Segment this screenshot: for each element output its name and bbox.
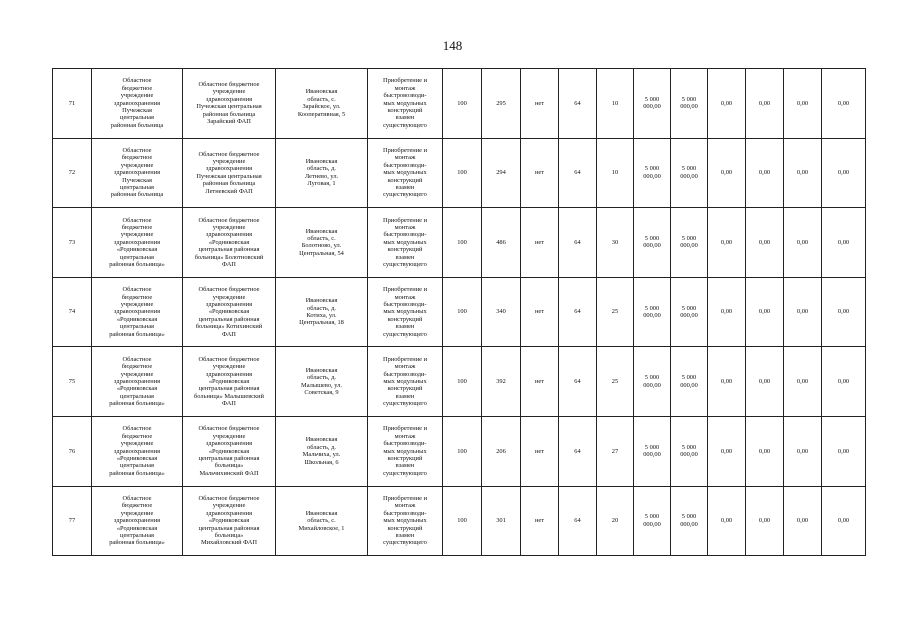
table-row: [53, 277, 866, 347]
cell-c11: 0,00: [822, 416, 866, 486]
cell-customer: Областное бюджетное учреждение здравоохранения Пучежская центральная районная больница: [92, 138, 183, 208]
cell-c10: 0,00: [784, 277, 822, 347]
cell-c3: нет: [521, 208, 559, 278]
table-row: [53, 416, 866, 486]
cell-c10: 0,00: [784, 347, 822, 417]
cell-c7: 5 000 000,00: [671, 138, 708, 208]
cell-c2: 295: [482, 69, 521, 139]
cell-work: Приобретение и монтаж быстровозводи- мых модульных конструкций взамен существующего: [368, 416, 443, 486]
cell-work: Приобретение и монтаж быстровозводи- мых модульных конструкций взамен существующего: [368, 69, 443, 139]
cell-c4: 64: [559, 69, 597, 139]
cell-c11: 0,00: [822, 347, 866, 417]
cell-object: Областное бюджетное учреждение здравоохранения «Родниковская центральная районная больница» Болотновский ФАП: [183, 208, 276, 278]
cell-num: 74: [53, 277, 92, 347]
cell-address: Ивановская область, с. Михайловское, 1: [276, 486, 368, 556]
cell-object: Областное бюджетное учреждение здравоохранения Пучежская центральная районная больница Зарайский ФАП: [183, 69, 276, 139]
cell-c1: 100: [443, 277, 482, 347]
cell-work: Приобретение и монтаж быстровозводи- мых модульных конструкций взамен существующего: [368, 347, 443, 417]
cell-c4: 64: [559, 208, 597, 278]
cell-c6: 5 000 000,00: [634, 277, 671, 347]
cell-c3: нет: [521, 416, 559, 486]
cell-c6: 5 000 000,00: [634, 69, 671, 139]
cell-c5: 25: [597, 277, 634, 347]
table-row: [53, 69, 866, 139]
cell-num: 71: [53, 69, 92, 139]
cell-c6: 5 000 000,00: [634, 138, 671, 208]
cell-c9: 0,00: [746, 347, 784, 417]
cell-c3: нет: [521, 69, 559, 139]
cell-address: Ивановская область, д. Котиха, ул. Центральная, 18: [276, 277, 368, 347]
cell-c9: 0,00: [746, 277, 784, 347]
cell-c8: 0,00: [708, 138, 746, 208]
cell-c5: 25: [597, 347, 634, 417]
cell-c1: 100: [443, 416, 482, 486]
cell-customer: Областное бюджетное учреждение здравоохранения «Родниковская центральная районная больница»: [92, 347, 183, 417]
cell-c6: 5 000 000,00: [634, 347, 671, 417]
cell-num: 72: [53, 138, 92, 208]
cell-c10: 0,00: [784, 208, 822, 278]
cell-c8: 0,00: [708, 208, 746, 278]
cell-c7: 5 000 000,00: [671, 486, 708, 556]
cell-address: Ивановская область, с. Болотново, ул. Центральная, 54: [276, 208, 368, 278]
cell-work: Приобретение и монтаж быстровозводи- мых модульных конструкций взамен существующего: [368, 208, 443, 278]
cell-customer: Областное бюджетное учреждение здравоохранения Пучежская центральная районная больница: [92, 69, 183, 139]
data-table: [52, 68, 866, 556]
cell-c5: 10: [597, 138, 634, 208]
table-row: [53, 347, 866, 417]
cell-c6: 5 000 000,00: [634, 486, 671, 556]
cell-c11: 0,00: [822, 486, 866, 556]
cell-c7: 5 000 000,00: [671, 69, 708, 139]
cell-c3: нет: [521, 277, 559, 347]
cell-c7: 5 000 000,00: [671, 277, 708, 347]
cell-address: Ивановская область, д. Мальчиха, ул. Школьная, 6: [276, 416, 368, 486]
cell-c5: 20: [597, 486, 634, 556]
cell-c4: 64: [559, 416, 597, 486]
cell-c10: 0,00: [784, 486, 822, 556]
cell-c6: 5 000 000,00: [634, 416, 671, 486]
table-row: [53, 486, 866, 556]
cell-c4: 64: [559, 347, 597, 417]
cell-c3: нет: [521, 347, 559, 417]
cell-c8: 0,00: [708, 277, 746, 347]
cell-num: 77: [53, 486, 92, 556]
cell-work: Приобретение и монтаж быстровозводи- мых модульных конструкций взамен существующего: [368, 486, 443, 556]
cell-c9: 0,00: [746, 208, 784, 278]
cell-c11: 0,00: [822, 208, 866, 278]
cell-num: 73: [53, 208, 92, 278]
cell-c8: 0,00: [708, 347, 746, 417]
cell-customer: Областное бюджетное учреждение здравоохранения «Родниковская центральная районная больница»: [92, 208, 183, 278]
cell-c2: 486: [482, 208, 521, 278]
cell-customer: Областное бюджетное учреждение здравоохранения «Родниковская центральная районная больница»: [92, 486, 183, 556]
cell-c4: 64: [559, 486, 597, 556]
cell-c11: 0,00: [822, 277, 866, 347]
cell-c7: 5 000 000,00: [671, 208, 708, 278]
table-body: [53, 69, 866, 556]
cell-c3: нет: [521, 486, 559, 556]
table-row: [53, 208, 866, 278]
cell-c9: 0,00: [746, 486, 784, 556]
cell-c2: 301: [482, 486, 521, 556]
cell-c4: 64: [559, 138, 597, 208]
cell-c8: 0,00: [708, 416, 746, 486]
cell-object: Областное бюджетное учреждение здравоохранения «Родниковская центральная районная больница» Мальчихинский ФАП: [183, 416, 276, 486]
cell-num: 76: [53, 416, 92, 486]
cell-c2: 294: [482, 138, 521, 208]
cell-customer: Областное бюджетное учреждение здравоохранения «Родниковская центральная районная больница»: [92, 416, 183, 486]
cell-address: Ивановская область, д. Малышево, ул. Советская, 9: [276, 347, 368, 417]
cell-c1: 100: [443, 486, 482, 556]
cell-c8: 0,00: [708, 69, 746, 139]
cell-c2: 206: [482, 416, 521, 486]
cell-c11: 0,00: [822, 69, 866, 139]
cell-c5: 27: [597, 416, 634, 486]
page-number: 148: [442, 38, 463, 53]
cell-num: 75: [53, 347, 92, 417]
cell-c5: 10: [597, 69, 634, 139]
cell-c3: нет: [521, 138, 559, 208]
cell-c5: 30: [597, 208, 634, 278]
cell-c10: 0,00: [784, 138, 822, 208]
cell-c1: 100: [443, 69, 482, 139]
cell-c9: 0,00: [746, 69, 784, 139]
cell-c10: 0,00: [784, 69, 822, 139]
cell-work: Приобретение и монтаж быстровозводи- мых модульных конструкций взамен существующего: [368, 277, 443, 347]
cell-object: Областное бюджетное учреждение здравоохранения «Родниковская центральная районная больница» Малышевский ФАП: [183, 347, 276, 417]
cell-c2: 340: [482, 277, 521, 347]
cell-c1: 100: [443, 138, 482, 208]
cell-c4: 64: [559, 277, 597, 347]
cell-c8: 0,00: [708, 486, 746, 556]
cell-address: Ивановская область, с. Зарайское, ул. Кооперативная, 5: [276, 69, 368, 139]
cell-customer: Областное бюджетное учреждение здравоохранения «Родниковская центральная районная больница»: [92, 277, 183, 347]
cell-c9: 0,00: [746, 416, 784, 486]
cell-object: Областное бюджетное учреждение здравоохранения Пучежская центральная районная больница Летневский ФАП: [183, 138, 276, 208]
cell-object: Областное бюджетное учреждение здравоохранения «Родниковская центральная районная больница» Котихинский ФАП: [183, 277, 276, 347]
cell-c1: 100: [443, 208, 482, 278]
cell-work: Приобретение и монтаж быстровозводи- мых модульных конструкций взамен существующего: [368, 138, 443, 208]
cell-c2: 392: [482, 347, 521, 417]
cell-c7: 5 000 000,00: [671, 416, 708, 486]
cell-c1: 100: [443, 347, 482, 417]
cell-c7: 5 000 000,00: [671, 347, 708, 417]
cell-object: Областное бюджетное учреждение здравоохранения «Родниковская центральная районная больница» Михайловский ФАП: [183, 486, 276, 556]
cell-c11: 0,00: [822, 138, 866, 208]
cell-c10: 0,00: [784, 416, 822, 486]
table-row: [53, 138, 866, 208]
cell-address: Ивановская область, д. Летнево, ул. Луговая, 1: [276, 138, 368, 208]
cell-c9: 0,00: [746, 138, 784, 208]
cell-c6: 5 000 000,00: [634, 208, 671, 278]
